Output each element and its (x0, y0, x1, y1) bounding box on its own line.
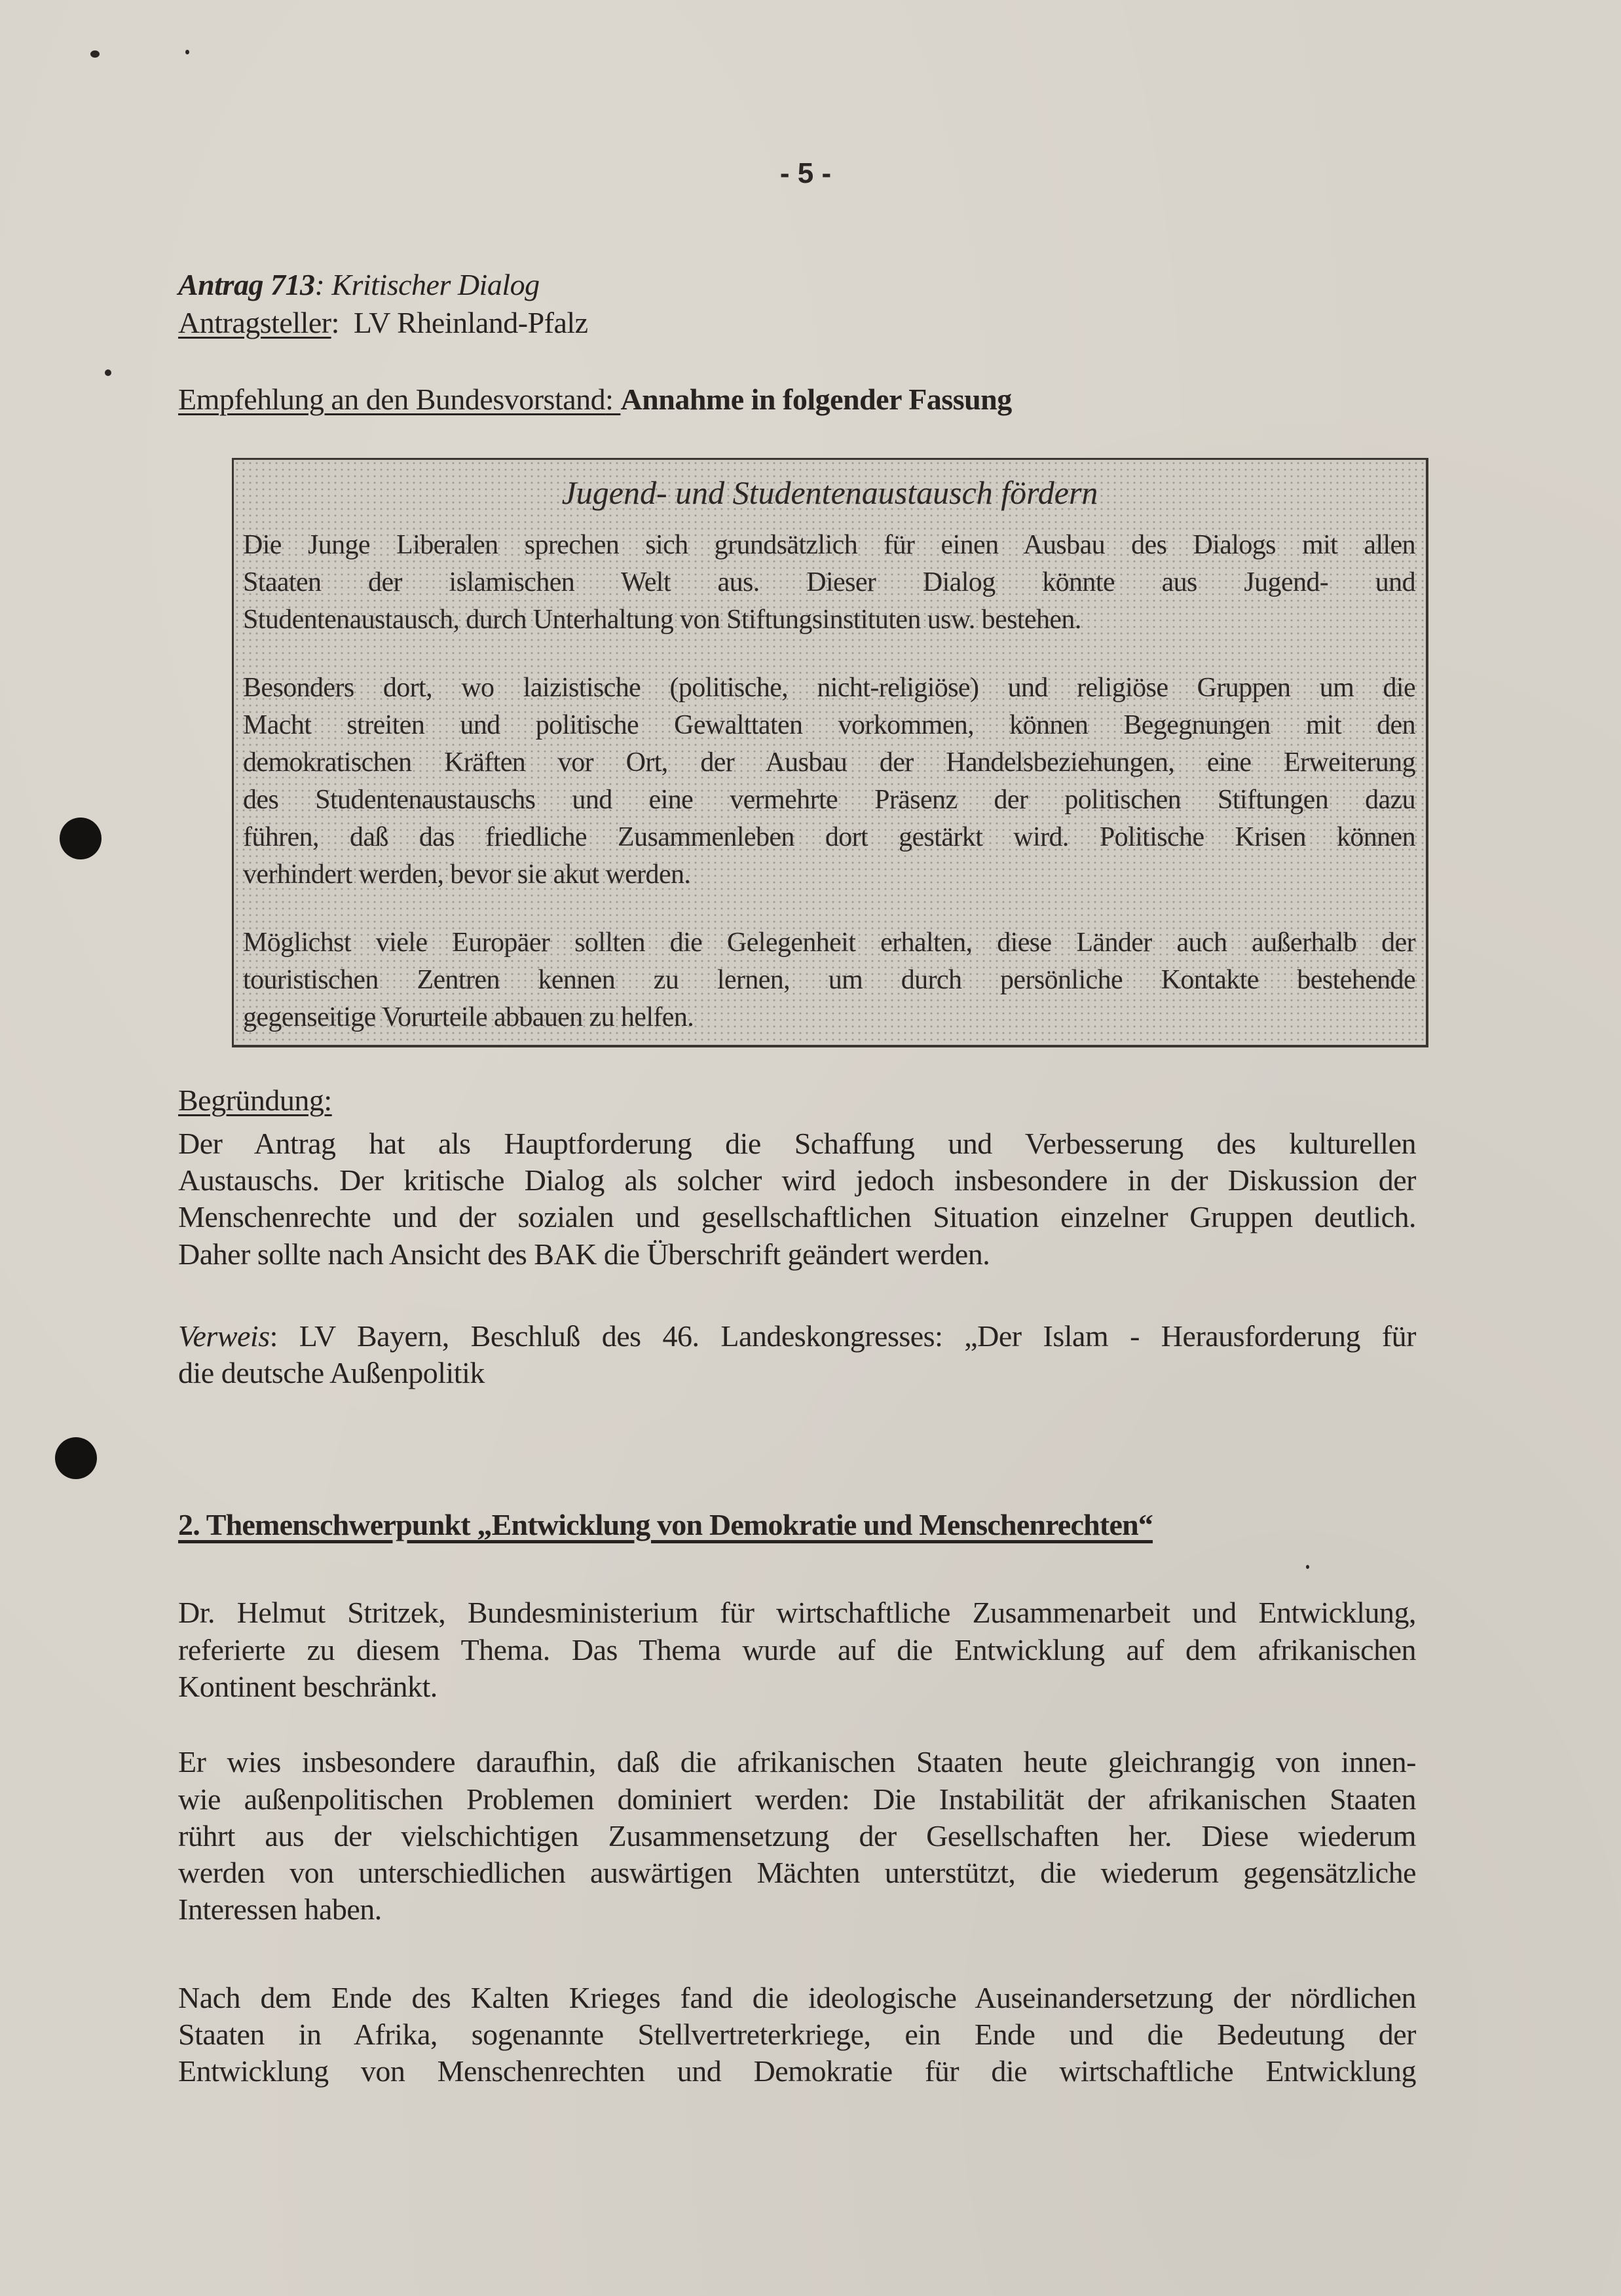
section2-p1-line: Dr. Helmut Stritzek, Bundesministerium für wirtschaftliche Zusammenarbeit und Entwicklung, (178, 1596, 1416, 1629)
verweis-label: Verweis (178, 1319, 270, 1353)
antragsteller-label: Antragsteller (178, 306, 331, 339)
box-p3-line: touristischen Zentren kennen zu lernen, um durch persönliche Kontakte bestehende (243, 965, 1415, 995)
box-p1-line: Studentenaustausch, durch Unterhaltung von Stiftungsinstituten usw. bestehen. (243, 605, 1081, 635)
begruendung-line: Der Antrag hat als Hauptforderung die Schaffung und Verbesserung des kulturellen (178, 1127, 1416, 1160)
antragsteller-line (178, 305, 1416, 341)
antrag-title: Kritischer Dialog (331, 268, 540, 301)
section2-p1-line: referierte zu diesem Thema. Das Thema wurde auf die Entwicklung auf dem afrikanischen (178, 1633, 1416, 1666)
empfehlung-label: Empfehlung an den Bundesvorstand (178, 383, 606, 416)
scan-speck (90, 50, 100, 58)
section2-p2-line: rührt aus der vielschichtigen Zusammensetzung der Gesellschaften her. Diese wiederum (178, 1819, 1416, 1853)
section2-p3-line: Nach dem Ende des Kalten Krieges fand die ideologische Auseinandersetzung der nördlichen (178, 1981, 1416, 2014)
box-p2-line: verhindert werden, bevor sie akut werden. (243, 859, 691, 890)
box-p2-line: Macht streiten und politische Gewalttaten vorkommen, können Begegnungen mit den (243, 710, 1415, 740)
section2-p2-line: wie außenpolitischen Problemen dominiert werden: Die Instabilität der afrikanischen Staaten (178, 1782, 1416, 1816)
section-heading: 2. Themenschwerpunkt „Entwicklung von Demokratie und Menschenrechten“ (178, 1508, 1153, 1541)
box-p1-line: Staaten der islamischen Welt aus. Dieser Dialog könnte aus Jugend- und (243, 567, 1415, 597)
empfehlung-separator: : (605, 383, 621, 416)
section2-p1-line: Kontinent beschränkt. (178, 1670, 438, 1703)
empfehlung-line (178, 381, 1416, 418)
scan-speck (1306, 1565, 1309, 1569)
punch-hole (55, 1437, 97, 1479)
begruendung-label: Begründung: (178, 1083, 332, 1117)
empfehlung-value: Annahme in folgender Fassung (620, 383, 1012, 416)
antragsteller-separator: : (331, 306, 354, 339)
begruendung-heading-line (178, 1082, 1416, 1119)
section2-p3-line: Staaten in Afrika, sogenannte Stellvertreterkriege, ein Ende und die Bedeutung der (178, 2018, 1416, 2051)
section2-p2-line: Er wies insbesondere daraufhin, daß die afrikanischen Staaten heute gleichrangig von innen- (178, 1745, 1416, 1778)
antrag-title-line (178, 267, 1416, 303)
box-title: Jugend- und Studentenaustausch fördern (561, 474, 1098, 511)
scan-speck (185, 50, 189, 54)
section2-p3-line: Entwicklung von Menschenrechten und Demokratie für die wirtschaftliche Entwicklung (178, 2054, 1416, 2088)
verweis-line-2: die deutsche Außenpolitik (178, 1356, 485, 1389)
punch-hole (60, 818, 102, 859)
box-p1-line: Die Junge Liberalen sprechen sich grundsätzlich für einen Ausbau des Dialogs mit allen (243, 530, 1415, 560)
begruendung-line: Daher sollte nach Ansicht des BAK die Überschrift geändert werden. (178, 1237, 990, 1271)
begruendung-line: Austauschs. Der kritische Dialog als solcher wird jedoch insbesondere in der Diskussion der (178, 1163, 1416, 1197)
page-number: - 5 - (779, 157, 832, 189)
section2-p2-line: werden von unterschiedlichen auswärtigen Mächten unterstützt, die wiederum gegensätzliche (178, 1856, 1416, 1889)
proposal-text-box (232, 458, 1428, 1047)
antrag-colon: : (314, 268, 332, 301)
box-p2-line: Besonders dort, wo laizistische (politische, nicht-religiöse) und religiöse Gruppen um die (243, 673, 1415, 703)
verweis-line (178, 1318, 1416, 1355)
scan-speck (105, 369, 111, 376)
box-p3-line: gegenseitige Vorurteile abbauen zu helfen. (243, 1002, 694, 1032)
antrag-label: Antrag 713 (178, 268, 315, 301)
section2-p2-line: Interessen haben. (178, 1892, 382, 1926)
begruendung-line: Menschenrechte und der sozialen und gesellschaftlichen Situation einzelner Gruppen deutlich. (178, 1200, 1416, 1233)
box-p3-line: Möglichst viele Europäer sollten die Gelegenheit erhalten, diese Länder auch außerhalb der (243, 928, 1415, 958)
box-p2-line: führen, daß das friedliche Zusammenleben dort gestärkt wird. Politische Krisen können (243, 822, 1415, 852)
box-p2-line: demokratischen Kräften vor Ort, der Ausbau der Handelsbeziehungen, eine Erweiterung (243, 747, 1415, 778)
antragsteller-value: LV Rheinland-Pfalz (353, 306, 588, 339)
verweis-text: : LV Bayern, Beschluß des 46. Landeskongresses: „Der Islam - Herausforderung für (269, 1319, 1416, 1353)
box-p2-line: des Studentenaustauschs und eine vermehrte Präsenz der politischen Stiftungen dazu (243, 785, 1415, 815)
